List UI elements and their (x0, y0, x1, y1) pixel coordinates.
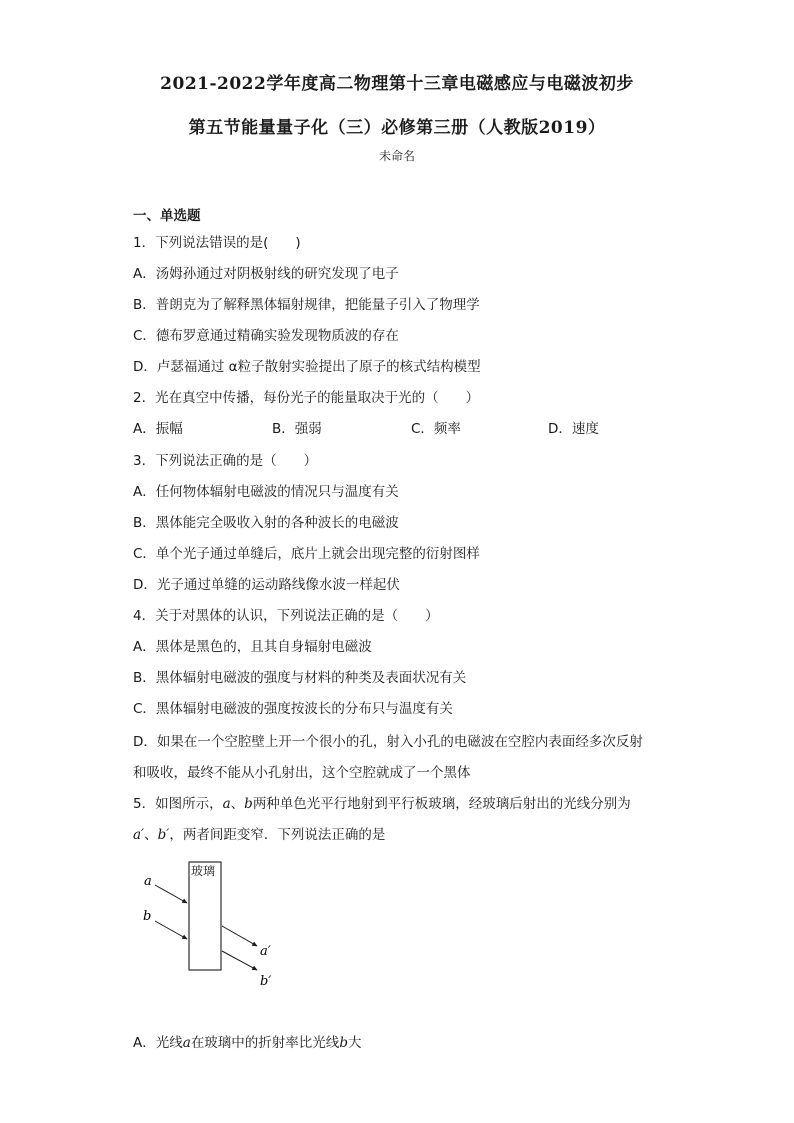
glass-slab (189, 862, 221, 970)
q3-option-c: C．单个光子通过单缝后，底片上就会出现完整的衍射图样 (133, 546, 480, 562)
q1-option-a: A．汤姆孙通过对阴极射线的研究发现了电子 (133, 266, 399, 282)
q4-option-d-continued: 和吸收，最终不能从小孔射出，这个空腔就成了一个黑体 (133, 765, 471, 781)
q5-symbol-b: b (244, 796, 253, 812)
glass-slab-figure (136, 858, 286, 993)
document-title-line1: 2021-2022学年度高二物理第十三章电磁感应与电磁波初步 (160, 74, 634, 94)
document-title-line2: 第五节能量量子化（三）必修第三册（人教版2019） (188, 118, 606, 138)
q5-stem-part3: ，两者间距变窄．下列说法正确的是 (169, 827, 386, 843)
q2-option-c: C．频率 (411, 421, 461, 437)
q5-option-a-part1: A．光线 (133, 1035, 183, 1051)
q5-separator: 、 (230, 796, 245, 812)
q3-stem: 3．下列说法正确的是（ ） (133, 453, 318, 469)
glass-label: 玻璃 (191, 864, 216, 878)
q3-option-a: A．任何物体辐射电磁波的情况只与温度有关 (133, 484, 399, 500)
q4-stem: 4．关于对黑体的认识，下列说法正确的是（ ） (133, 608, 439, 624)
ray-b-incident (155, 921, 187, 939)
q5-stem-line2 (133, 826, 385, 844)
q1-option-c: C．德布罗意通过精确实验发现物质波的存在 (133, 328, 399, 344)
q5-stem-part1: 5．如图所示， (133, 796, 223, 812)
label-a: a (144, 874, 152, 889)
q4-option-b: B．黑体辐射电磁波的强度与材料的种类及表面状况有关 (133, 670, 467, 686)
q5-option-a-symbol-a: a (182, 1035, 191, 1051)
q2-option-d: D．速度 (548, 421, 599, 437)
q5-stem-part2: 两种单色光平行地射到平行板玻璃，经玻璃后射出的光线分别为 (252, 796, 631, 812)
q2-stem: 2．光在真空中传播，每份光子的能量取决于光的（ ） (133, 390, 480, 406)
q5-option-a-symbol-b: b (339, 1035, 348, 1051)
q3-option-b: B．黑体能完全吸收入射的各种波长的电磁波 (133, 515, 399, 531)
q2-option-b: B．强弱 (272, 421, 322, 437)
q5-option-a-part2: 在玻璃中的折射率比光线 (190, 1035, 340, 1051)
q5-stem-line1 (133, 795, 631, 813)
label-b: b (143, 909, 152, 924)
author-label: 未命名 (378, 149, 415, 163)
q5-option-a-part3: 大 (347, 1035, 362, 1051)
q4-option-a: A．黑体是黑色的，且其自身辐射电磁波 (133, 639, 372, 655)
label-a-prime: a′ (260, 944, 271, 959)
q5-symbol-a: a (222, 796, 231, 812)
q4-option-d: D．如果在一个空腔壁上开一个很小的孔，射入小孔的电磁波在空腔内表面经多次反射 (133, 734, 643, 750)
q5-symbol-b-prime: b′ (157, 827, 170, 843)
ray-a-emergent (222, 926, 257, 946)
q1-option-b: B．普朗克为了解释黑体辐射规律，把能量子引入了物理学 (133, 297, 480, 313)
q1-stem: 1．下列说法错误的是( ) (133, 235, 301, 251)
ray-a-incident (155, 885, 187, 903)
q5-option-a (133, 1034, 361, 1052)
label-b-prime: b′ (260, 974, 272, 989)
q1-option-d: D．卢瑟福通过 α粒子散射实验提出了原子的核式结构模型 (133, 359, 481, 375)
q4-option-c: C．黑体辐射电磁波的强度按波长的分布只与温度有关 (133, 701, 453, 717)
section-heading: 一、单选题 (133, 208, 201, 224)
q5-separator-2: 、 (144, 827, 158, 843)
q5-symbol-a-prime: a′ (133, 827, 145, 843)
q3-option-d: D．光子通过单缝的运动路线像水波一样起伏 (133, 577, 400, 593)
ray-b-emergent (222, 951, 257, 970)
q2-option-a: A．振幅 (133, 421, 183, 437)
